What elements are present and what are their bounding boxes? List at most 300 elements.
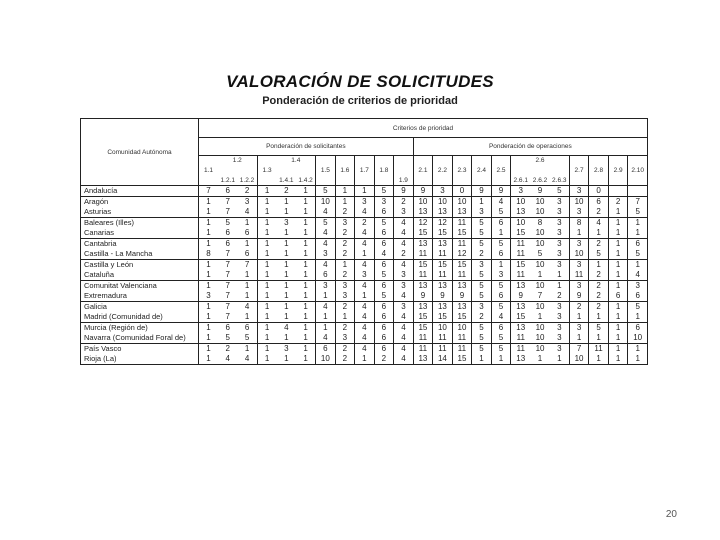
value-cell: 1: [303, 249, 308, 258]
value-cell: 3: [557, 333, 562, 342]
value-cell: 3: [550, 259, 570, 270]
value-cell: 15: [452, 259, 472, 270]
criterion-header: 2.10: [628, 166, 648, 176]
value-cell: 6: [316, 270, 336, 281]
value-cell: 2: [284, 186, 289, 196]
value-cell: 4: [394, 343, 414, 354]
value-cell: 7: [225, 312, 230, 321]
value-cell: 1: [257, 354, 277, 365]
value-cell: 1: [277, 196, 297, 207]
value-cell: 4: [589, 217, 609, 228]
value-cell: 5: [491, 238, 511, 249]
value-cell: 10: [452, 322, 472, 333]
value-cell: 3: [394, 301, 414, 312]
value-cell: 5: [472, 238, 492, 249]
value-cell: 1: [491, 354, 511, 365]
value-cell: 6: [374, 238, 394, 249]
value-cell: 15: [452, 312, 472, 323]
value-cell: 1: [199, 301, 219, 312]
value-cell: 10: [569, 354, 589, 365]
value-cell: 1: [199, 207, 219, 218]
value-cell: 1: [628, 217, 648, 228]
value-cell: 3: [472, 259, 492, 270]
criterion-header: 2.9: [608, 166, 628, 176]
value-cell: 3: [550, 301, 570, 312]
value-cell: 6: [316, 343, 336, 354]
value-cell: 4: [394, 333, 414, 344]
value-cell: 8: [530, 217, 550, 228]
value-cell: 1: [608, 259, 628, 270]
value-cell: 4: [355, 280, 375, 291]
value-cell: 1: [199, 228, 219, 239]
value-cell: 7: [225, 291, 230, 300]
value-cell: 11: [569, 270, 589, 281]
value-cell: 3: [569, 280, 589, 291]
value-cell: 7: [218, 301, 238, 312]
value-cell: 1: [569, 312, 589, 323]
value-cell: 10: [530, 322, 550, 333]
value-cell: 3: [628, 280, 648, 291]
value-cell: 1: [284, 249, 289, 258]
value-cell: 10: [433, 322, 453, 333]
value-cell: 15: [511, 259, 531, 270]
value-cell: 2: [472, 249, 492, 260]
table-row: [81, 196, 648, 207]
value-cell: 11: [452, 343, 472, 354]
value-cell: 1: [608, 354, 628, 365]
value-cell: 4: [491, 196, 511, 207]
value-cell: 3: [374, 196, 394, 207]
value-cell: 9: [413, 186, 433, 197]
value-cell: 3: [355, 270, 375, 281]
value-cell: 6: [589, 196, 609, 207]
value-cell: 1: [257, 217, 277, 228]
value-cell: 1: [303, 312, 308, 321]
value-cell: 11: [413, 249, 433, 260]
value-cell: 4: [316, 301, 336, 312]
criterion-header: 1.1: [199, 166, 219, 176]
value-cell: 9: [511, 291, 531, 302]
value-cell: 1: [277, 238, 297, 249]
value-cell: 12: [433, 217, 453, 228]
value-cell: 1: [257, 270, 277, 281]
region-name-cell: Asturias: [84, 207, 112, 216]
value-cell: 11: [452, 238, 472, 249]
value-cell: 1: [628, 312, 648, 323]
value-cell: 10: [530, 301, 550, 312]
value-cell: 6: [218, 238, 238, 249]
value-cell: 1: [296, 322, 316, 333]
value-cell: 1: [257, 238, 277, 249]
criterion-header: 1.2.1: [218, 176, 238, 186]
value-cell: 1: [238, 343, 258, 354]
value-cell: 1: [608, 238, 628, 249]
value-cell: 1: [491, 259, 511, 270]
region-name-cell: Canarias: [84, 228, 115, 237]
value-cell: 1: [628, 354, 648, 365]
table-row: [81, 301, 648, 312]
value-cell: 2: [355, 217, 375, 228]
value-cell: 13: [452, 207, 472, 218]
value-cell: 5: [589, 322, 609, 333]
value-cell: 1: [550, 280, 570, 291]
value-cell: 1: [303, 270, 308, 279]
value-cell: 1: [335, 312, 355, 323]
value-cell: 6: [374, 322, 394, 333]
value-cell: 4: [277, 322, 297, 333]
value-cell: 2: [569, 301, 589, 312]
value-cell: 1: [316, 312, 336, 323]
value-cell: 1: [199, 280, 219, 291]
value-cell: 2: [589, 270, 609, 281]
table-row: [81, 259, 648, 270]
value-cell: 11: [452, 333, 472, 344]
value-cell: 2: [335, 270, 355, 281]
value-cell: 4: [394, 217, 414, 228]
value-cell: [608, 186, 628, 197]
table-row: [81, 186, 648, 197]
value-cell: 3: [569, 322, 589, 333]
value-cell: 13: [452, 280, 472, 291]
value-cell: 3: [569, 259, 589, 270]
criterion-header: 2.3: [452, 166, 472, 176]
value-cell: 1: [316, 291, 336, 302]
value-cell: 3: [472, 207, 492, 218]
region-name-cell: Baleares (Illes): [81, 217, 199, 228]
value-cell: 1: [257, 291, 277, 302]
value-cell: 0: [589, 186, 609, 197]
region-name-cell: Murcia (Región de): [81, 322, 199, 333]
value-cell: 2: [589, 280, 609, 291]
value-cell: 3: [335, 333, 355, 344]
value-cell: 1: [589, 312, 609, 323]
value-cell: 1: [284, 291, 289, 300]
region-name-cell: Cataluña: [84, 270, 115, 279]
value-cell: 11: [452, 270, 472, 281]
value-cell: 15: [433, 228, 453, 239]
value-cell: 1: [257, 301, 277, 312]
value-cell: 11: [433, 249, 453, 260]
value-cell: 4: [394, 291, 414, 302]
value-cell: 5: [472, 280, 492, 291]
value-cell: 6: [491, 322, 511, 333]
value-cell: 6: [374, 301, 394, 312]
value-cell: 4: [355, 343, 375, 354]
value-cell: 3: [433, 186, 453, 197]
value-cell: 1: [257, 228, 277, 239]
value-cell: 15: [452, 354, 472, 365]
value-cell: 15: [511, 228, 531, 239]
value-cell: 7: [537, 291, 543, 300]
value-cell: 6: [225, 228, 230, 237]
value-cell: 3: [394, 280, 414, 291]
value-cell: 1: [608, 343, 628, 354]
value-cell: 11: [413, 333, 433, 344]
value-cell: 15: [413, 312, 433, 323]
value-cell: 10: [569, 249, 589, 260]
value-cell: 3: [335, 291, 355, 302]
group-solicitantes-header: Ponderación de solicitantes: [199, 138, 414, 156]
value-cell: 15: [452, 228, 472, 239]
value-cell: 1: [335, 196, 355, 207]
value-cell: 6: [628, 238, 648, 249]
value-cell: 5: [472, 333, 492, 344]
priority-table-container: [80, 118, 648, 365]
value-cell: 11: [589, 343, 609, 354]
value-cell: 5: [374, 270, 394, 281]
value-cell: 1: [199, 270, 219, 281]
region-name-cell: Andalucía: [84, 186, 118, 196]
value-cell: 1: [628, 259, 648, 270]
value-cell: 1: [355, 354, 375, 365]
value-cell: 5: [316, 217, 336, 228]
value-cell: 6: [218, 322, 238, 333]
value-cell: 13: [511, 322, 531, 333]
value-cell: 2: [335, 238, 355, 249]
value-cell: 1: [316, 322, 336, 333]
value-cell: 10: [433, 196, 453, 207]
value-cell: 15: [433, 259, 453, 270]
value-cell: 3: [199, 291, 219, 302]
value-cell: 6: [491, 249, 511, 260]
value-cell: 1: [608, 207, 628, 218]
value-cell: 1: [589, 333, 609, 344]
value-cell: 1: [608, 280, 628, 291]
value-cell: 6: [225, 186, 230, 196]
value-cell: 5: [537, 249, 543, 258]
region-name-cell: Aragón: [81, 196, 199, 207]
value-cell: 13: [511, 280, 531, 291]
value-cell: 3: [277, 343, 297, 354]
value-cell: 1: [296, 217, 316, 228]
value-cell: 6: [238, 322, 258, 333]
value-cell: 9: [394, 186, 414, 197]
value-cell: 1: [296, 280, 316, 291]
value-cell: 1: [257, 312, 277, 323]
value-cell: 15: [433, 312, 453, 323]
value-cell: 1: [257, 333, 277, 344]
value-cell: 7: [225, 207, 230, 216]
value-cell: 5: [628, 301, 648, 312]
region-column-header: Comunidad Autónoma: [81, 119, 199, 186]
value-cell: 1: [628, 228, 648, 239]
value-cell: 1: [199, 196, 219, 207]
criterion-header: 2.6.3: [550, 176, 570, 186]
criterion-header: 1.4.2: [296, 176, 316, 186]
criterion-header: 1.7: [355, 166, 375, 176]
value-cell: 1: [537, 312, 543, 321]
value-cell: 13: [413, 354, 433, 365]
value-cell: 1: [199, 322, 219, 333]
value-cell: 4: [316, 333, 336, 344]
value-cell: 1: [296, 343, 316, 354]
value-cell: 11: [433, 270, 453, 281]
criterion-header: 2.1: [413, 166, 433, 176]
value-cell: 3: [238, 196, 258, 207]
value-cell: 1: [355, 186, 375, 197]
table-row: [81, 228, 648, 239]
value-cell: 5: [472, 343, 492, 354]
value-cell: 3: [355, 196, 375, 207]
value-cell: 11: [433, 333, 453, 344]
value-cell: 1: [238, 217, 258, 228]
value-cell: 1: [277, 280, 297, 291]
value-cell: 3: [550, 322, 570, 333]
value-cell: 14: [433, 354, 453, 365]
value-cell: 4: [316, 207, 336, 218]
value-cell: 1: [257, 249, 277, 260]
value-cell: 1: [284, 312, 289, 321]
value-cell: 4: [355, 228, 375, 239]
value-cell: 1: [303, 186, 308, 196]
value-cell: 4: [374, 249, 394, 260]
value-cell: 1: [608, 228, 628, 239]
value-cell: 10: [511, 196, 531, 207]
value-cell: 5: [316, 186, 336, 197]
value-cell: 9: [433, 291, 453, 302]
value-cell: 4: [238, 301, 258, 312]
criterion-header: 1.2: [218, 156, 257, 166]
value-cell: 5: [557, 186, 562, 196]
criterion-header: 2.5: [491, 166, 511, 176]
value-cell: 1: [284, 354, 289, 363]
value-cell: 11: [413, 343, 433, 354]
value-cell: 1: [238, 238, 258, 249]
value-cell: 2: [335, 301, 355, 312]
value-cell: 10: [530, 343, 550, 354]
value-cell: 2: [472, 312, 492, 323]
criterion-header: 2.2: [433, 166, 453, 176]
value-cell: 5: [374, 291, 394, 302]
value-cell: 9: [569, 291, 589, 302]
value-cell: 12: [413, 217, 433, 228]
value-cell: 1: [355, 291, 375, 302]
value-cell: 3: [472, 301, 492, 312]
value-cell: 2: [589, 301, 609, 312]
value-cell: 3: [569, 238, 589, 249]
value-cell: 5: [628, 249, 648, 260]
value-cell: 5: [218, 217, 238, 228]
table-row: [81, 343, 648, 354]
criterion-header: 2.4: [472, 166, 492, 176]
value-cell: 9: [413, 291, 433, 302]
value-cell: 5: [472, 217, 492, 228]
criterion-header: 2.6.2: [530, 176, 550, 186]
region-name-cell: Madrid (Comunidad de): [84, 312, 163, 321]
value-cell: 4: [491, 312, 511, 323]
value-cell: 3: [569, 207, 589, 218]
value-cell: 1: [284, 270, 289, 279]
value-cell: 1: [244, 312, 250, 321]
value-cell: 1: [608, 270, 628, 281]
value-cell: 3: [557, 228, 562, 237]
value-cell: 11: [433, 343, 453, 354]
region-name-cell: Castilla y León: [81, 259, 199, 270]
value-cell: 4: [355, 333, 375, 344]
value-cell: 1: [589, 259, 609, 270]
page-number: 20: [665, 509, 677, 520]
value-cell: 2: [557, 291, 562, 300]
value-cell: 4: [244, 207, 250, 216]
table-row: [81, 312, 648, 323]
value-cell: 5: [225, 333, 230, 342]
value-cell: 4: [316, 238, 336, 249]
value-cell: 1: [277, 259, 297, 270]
value-cell: 10: [413, 196, 433, 207]
value-cell: 10: [452, 196, 472, 207]
value-cell: 7: [225, 270, 230, 279]
value-cell: 7: [218, 196, 238, 207]
region-name-cell: Comunitat Valenciana: [81, 280, 199, 291]
value-cell: 1: [257, 259, 277, 270]
value-cell: 2: [394, 196, 414, 207]
value-cell: 1: [608, 322, 628, 333]
value-cell: 11: [511, 333, 531, 344]
value-cell: 15: [413, 322, 433, 333]
value-cell: 3: [557, 312, 562, 321]
criterion-header: 1.4.1: [277, 176, 297, 186]
value-cell: 4: [244, 354, 250, 363]
value-cell: 3: [511, 186, 531, 197]
value-cell: 2: [335, 322, 355, 333]
value-cell: 2: [608, 196, 628, 207]
value-cell: 10: [530, 196, 550, 207]
value-cell: 1: [537, 354, 543, 363]
value-cell: 9: [537, 186, 543, 196]
value-cell: 2: [335, 249, 355, 260]
value-cell: 4: [355, 312, 375, 323]
value-cell: 11: [511, 343, 531, 354]
value-cell: 15: [511, 312, 531, 323]
value-cell: 1: [589, 354, 609, 365]
value-cell: 1: [199, 312, 219, 323]
value-cell: 4: [394, 238, 414, 249]
value-cell: 5: [491, 333, 511, 344]
value-cell: 1: [303, 333, 308, 342]
value-cell: 1: [257, 207, 277, 218]
value-cell: 2: [335, 343, 355, 354]
value-cell: 5: [244, 333, 250, 342]
value-cell: 2: [244, 186, 250, 196]
value-cell: 6: [374, 280, 394, 291]
criterion-header: 1.8: [374, 166, 394, 176]
value-cell: 2: [394, 249, 414, 260]
value-cell: 5: [472, 322, 492, 333]
value-cell: 6: [628, 322, 648, 333]
value-cell: 4: [394, 354, 414, 365]
value-cell: 13: [511, 354, 531, 365]
value-cell: 5: [374, 217, 394, 228]
value-cell: 9: [452, 291, 472, 302]
value-cell: 1: [296, 301, 316, 312]
value-cell: 11: [452, 217, 472, 228]
table-row: [81, 270, 648, 281]
value-cell: 10: [316, 196, 336, 207]
value-cell: 1: [303, 207, 308, 216]
value-cell: 6: [628, 291, 648, 302]
priority-criteria-table: [80, 118, 648, 365]
value-cell: 11: [511, 270, 531, 281]
value-cell: 11: [511, 238, 531, 249]
value-cell: 5: [491, 207, 511, 218]
value-cell: 11: [413, 270, 433, 281]
value-cell: 1: [608, 312, 628, 323]
value-cell: 13: [413, 238, 433, 249]
value-cell: 1: [303, 228, 308, 237]
table-title: Ponderación de criterios de prioridad: [262, 95, 458, 107]
value-cell: 9: [472, 186, 492, 197]
value-cell: 3: [550, 217, 570, 228]
